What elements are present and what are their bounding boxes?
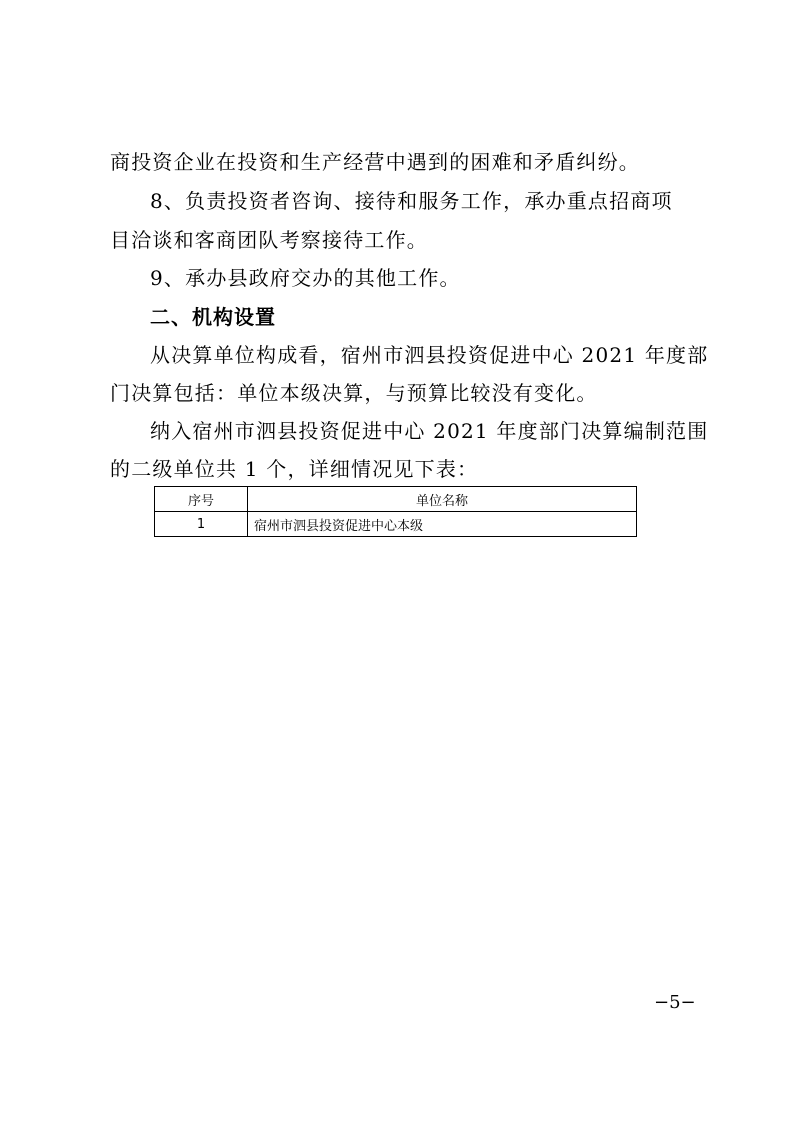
paragraph-line: 纳入宿州市泗县投资促进中心 2021 年度部门决算编制范围 <box>150 419 709 443</box>
table-row <box>155 512 637 537</box>
paragraph-line: 从决算单位构成看，宿州市泗县投资促进中心 2021 年度部 <box>150 343 709 367</box>
table-cell: 宿州市泗县投资促进中心本级 <box>248 512 637 537</box>
page-number: −5− <box>654 992 696 1013</box>
paragraph-line: 目洽谈和客商团队考察接待工作。 <box>110 228 428 252</box>
table-cell: 1 <box>155 512 248 537</box>
table-header-cell: 单位名称 <box>248 487 637 512</box>
paragraph-line: 8、负责投资者咨询、接待和服务工作，承办重点招商项 <box>150 189 673 213</box>
paragraph-line: 商投资企业在投资和生产经营中遇到的困难和矛盾纠纷。 <box>110 150 640 174</box>
table-header-row <box>155 487 637 512</box>
paragraph-line: 门决算包括：单位本级决算，与预算比较没有变化。 <box>110 381 598 405</box>
section-heading: 二、机构设置 <box>150 305 276 329</box>
table-header-cell: 序号 <box>155 487 248 512</box>
paragraph-line: 9、承办县政府交办的其他工作。 <box>150 266 461 290</box>
unit-table <box>154 486 637 537</box>
paragraph-line: 的二级单位共 1 个，详细情况见下表： <box>110 457 479 481</box>
